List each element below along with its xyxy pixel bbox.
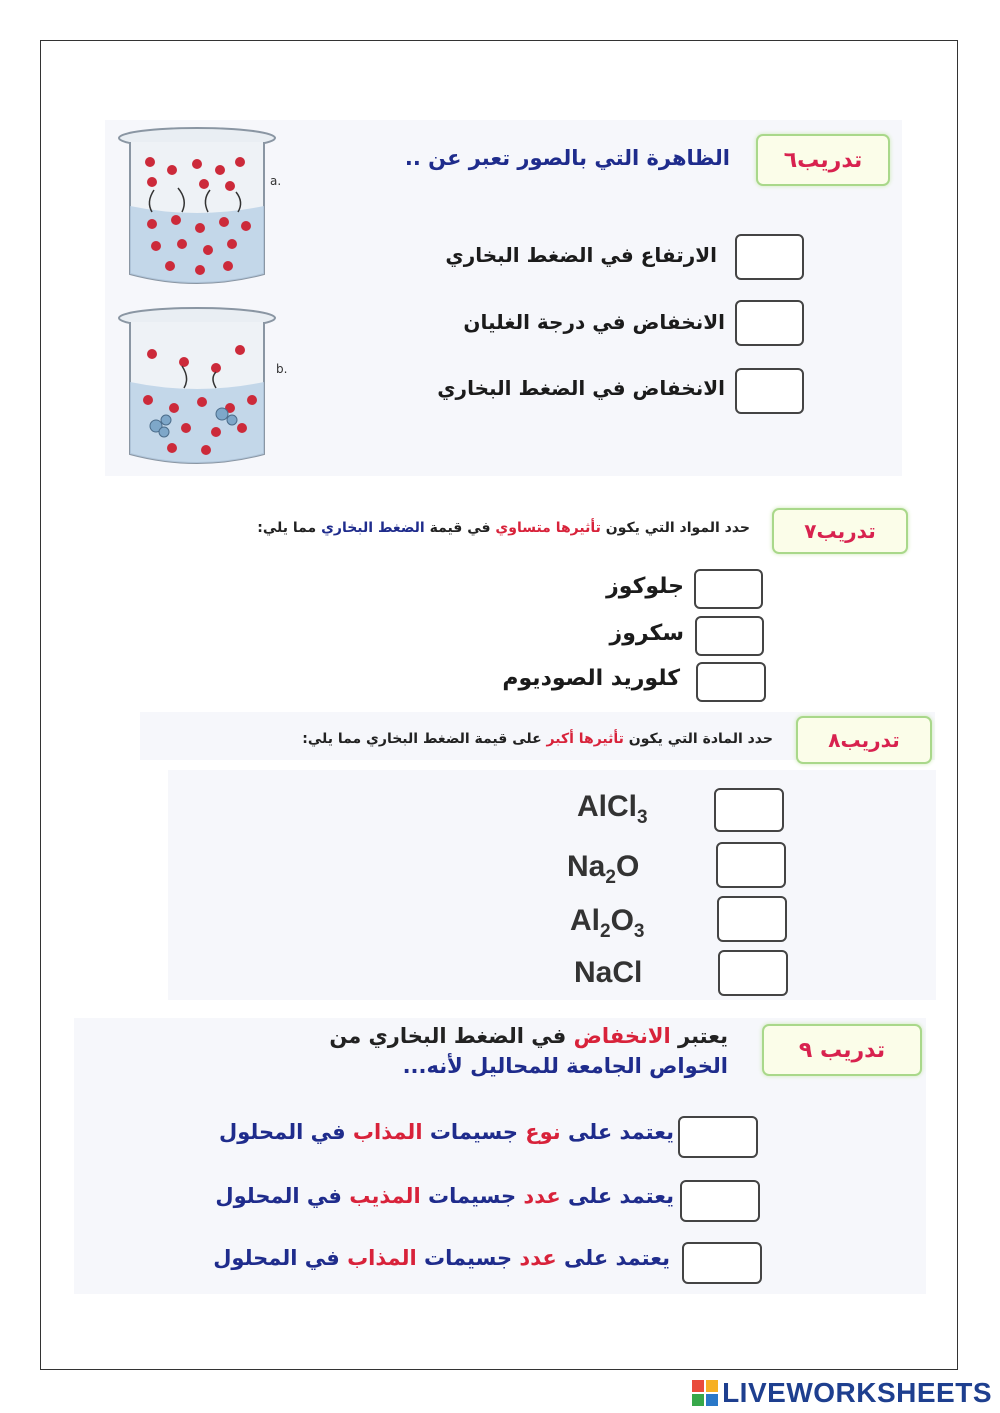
ex8-formula-4: NaCl: [574, 956, 643, 989]
ex9-option-1-label: يعتمد على نوع جسيمات المذاب في المحلول: [219, 1120, 674, 1144]
ex9-option-2-box[interactable]: [680, 1180, 760, 1222]
ex7-option-3-box[interactable]: [696, 662, 766, 702]
ex6-tag: تدريب٦: [756, 134, 890, 186]
ex9-question-part-3: في الضغط البخاري من: [329, 1024, 574, 1048]
ex7-option-3-label: كلوريد الصوديوم: [502, 666, 680, 691]
liveworksheets-logo[interactable]: [692, 1377, 992, 1409]
ex8-option-3-box[interactable]: [717, 896, 787, 942]
ex8-question: [302, 731, 773, 747]
ex9-tag: تدريب ٩: [762, 1024, 922, 1076]
ex7-question-part-1: حدد المواد التي يكون: [600, 520, 750, 536]
ex6-question: الظاهرة التي بالصور تعبر عن ..: [404, 146, 730, 170]
ex8-formula-2: $Na_2O$: [567, 850, 640, 888]
ex7-option-2-box[interactable]: [695, 616, 764, 656]
beaker-a-illustration: [112, 124, 282, 294]
ex8-tag: تدريب٨: [796, 716, 932, 764]
ex9-option-2-label: يعتمد على عدد جسيمات المذيب في المحلول: [215, 1184, 674, 1208]
ex6-option-1-box[interactable]: [735, 234, 804, 280]
ex6-option-3-label: الانخفاض في الضغط البخاري: [437, 376, 725, 400]
ex7-option-1-box[interactable]: [694, 569, 763, 609]
ex7-question-part-5: مما يلي:: [257, 520, 322, 536]
ex9-question-line-1: [329, 1024, 728, 1048]
ex9-question-line-2: الخواص الجامعة للمحاليل لأنه...: [402, 1054, 728, 1078]
ex8-question-part-1: حدد المادة التي يكون: [623, 731, 773, 747]
ex8-option-4-box[interactable]: [718, 950, 788, 996]
ex7-question-vapor: الضغط البخاري: [321, 520, 425, 536]
ex7-question-emphasis: تأثيرها متساوي: [495, 520, 601, 536]
beaker-a-label: a.: [270, 174, 282, 188]
ex8-question-emphasis: تأثيرها أكبر: [546, 731, 624, 747]
liveworksheets-logo-text: LIVEWORKSHEETS: [722, 1377, 992, 1408]
ex9-question-emphasis: الانخفاض: [573, 1024, 671, 1048]
ex8-formula-1: AlCl$_3$: [577, 790, 648, 828]
beaker-b-label: b.: [276, 362, 288, 376]
ex8-option-1-box[interactable]: [714, 788, 784, 832]
ex7-question-part-3: في قيمة: [424, 520, 496, 536]
ex9-option-3-label: يعتمد على عدد جسيمات المذاب في المحلول: [213, 1246, 670, 1270]
ex9-option-1-box[interactable]: [678, 1116, 758, 1158]
ex7-question: [257, 520, 750, 536]
ex8-options-block: [168, 770, 936, 1000]
ex9-question-part-1: يعتبر: [670, 1024, 728, 1048]
ex7-option-2-label: سكروز: [609, 621, 684, 646]
ex7-option-1-label: جلوكوز: [606, 574, 684, 599]
ex6-option-2-label: الانخفاض في درجة الغليان: [463, 310, 725, 334]
ex9-option-3-box[interactable]: [682, 1242, 762, 1284]
beaker-b-illustration: [112, 304, 282, 474]
ex8-formula-3: $Al_2O_3$: [570, 904, 645, 942]
ex6-option-3-box[interactable]: [735, 368, 804, 414]
ex6-option-2-box[interactable]: [735, 300, 804, 346]
liveworksheets-icon: [692, 1380, 718, 1406]
ex8-option-2-box[interactable]: [716, 842, 786, 888]
ex7-tag: تدريب٧: [772, 508, 908, 554]
ex6-option-1-label: الارتفاع في الضغط البخاري: [445, 243, 717, 267]
ex8-question-part-3: على قيمة الضغط البخاري مما يلي:: [302, 731, 547, 747]
